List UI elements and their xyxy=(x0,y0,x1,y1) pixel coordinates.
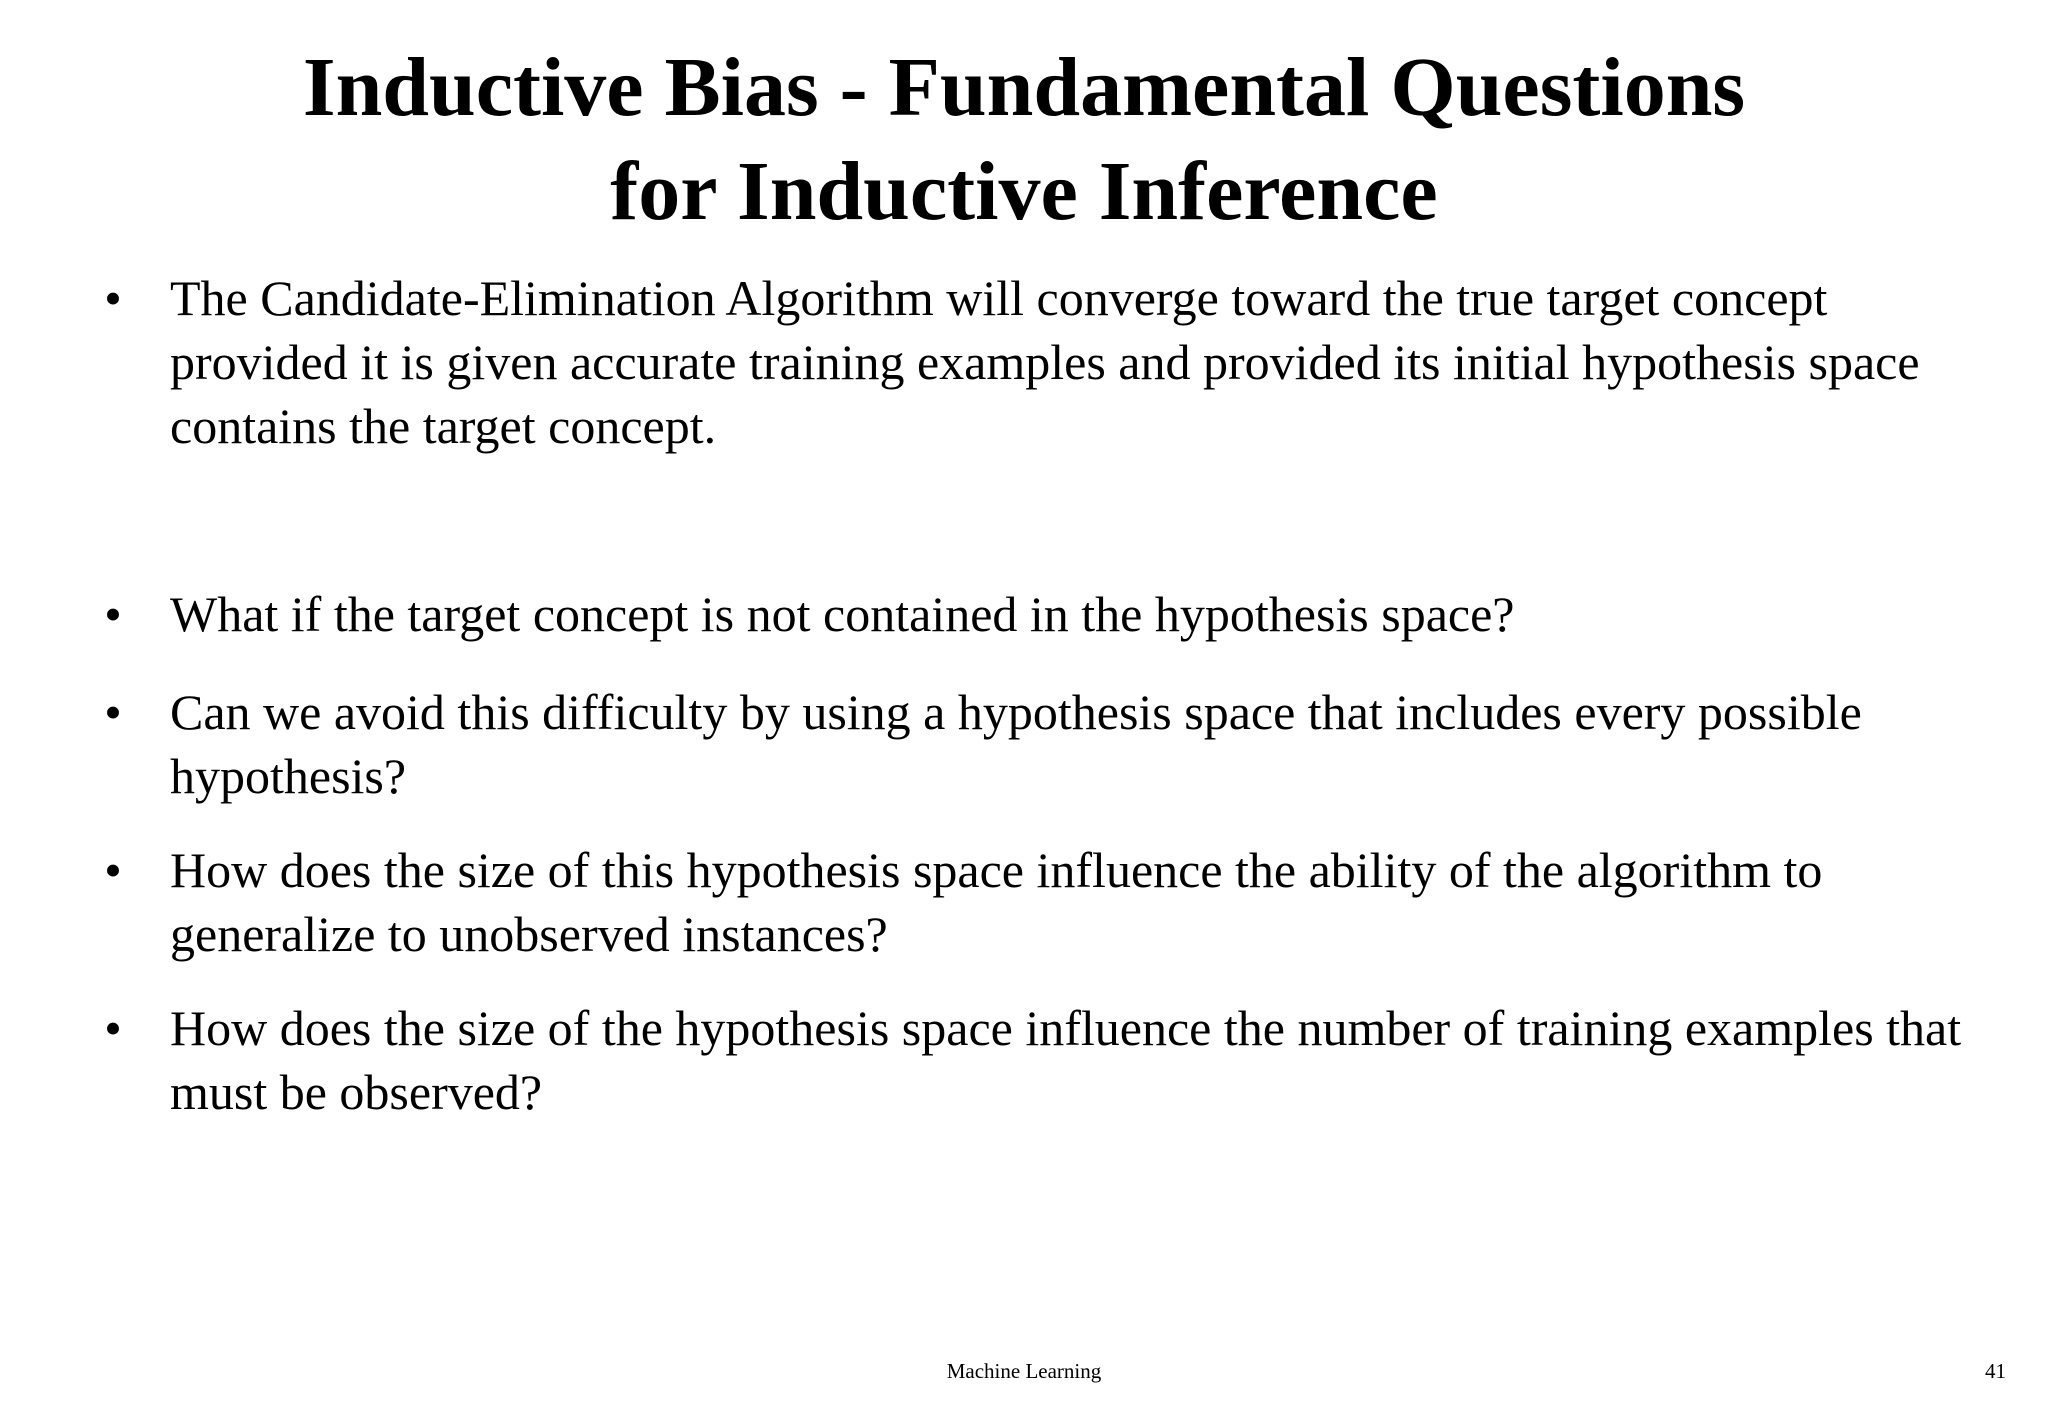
bullet-text: Can we avoid this difficulty by using a hypothesis space that includes every possible hypothesis? xyxy=(170,684,1862,804)
title-line-1: Inductive Bias - Fundamental Questions xyxy=(302,41,1746,134)
bullet-dot-icon: • xyxy=(104,842,122,898)
slide-title xyxy=(0,36,2048,244)
bullet-item xyxy=(104,838,2000,966)
bullet-dot-icon: • xyxy=(104,586,122,642)
bullet-item xyxy=(104,996,2000,1124)
bullet-text: What if the target concept is not contained in the hypothesis space? xyxy=(170,586,1515,642)
footer-page-number: 41 xyxy=(1985,1359,2006,1383)
bullet-item xyxy=(104,266,2000,458)
bullet-text: The Candidate-Elimination Algorithm will converge toward the true target concept provided it is given accurate training examples and provided its initial hypothesis space contains the target concept. xyxy=(170,270,1920,454)
title-line-2: for Inductive Inference xyxy=(610,145,1438,238)
bullet-text: How does the size of this hypothesis space influence the ability of the algorithm to generalize to unobserved instances? xyxy=(170,842,1823,962)
bullet-dot-icon: • xyxy=(104,684,122,740)
bullet-dot-icon: • xyxy=(104,270,122,326)
bullet-item xyxy=(104,582,2000,646)
bullet-text: How does the size of the hypothesis space influence the number of training examples that must be observed? xyxy=(170,1000,1962,1120)
footer-course-name: Machine Learning xyxy=(946,1359,1102,1383)
bullet-item xyxy=(104,680,2000,808)
bullet-dot-icon: • xyxy=(104,1000,122,1056)
